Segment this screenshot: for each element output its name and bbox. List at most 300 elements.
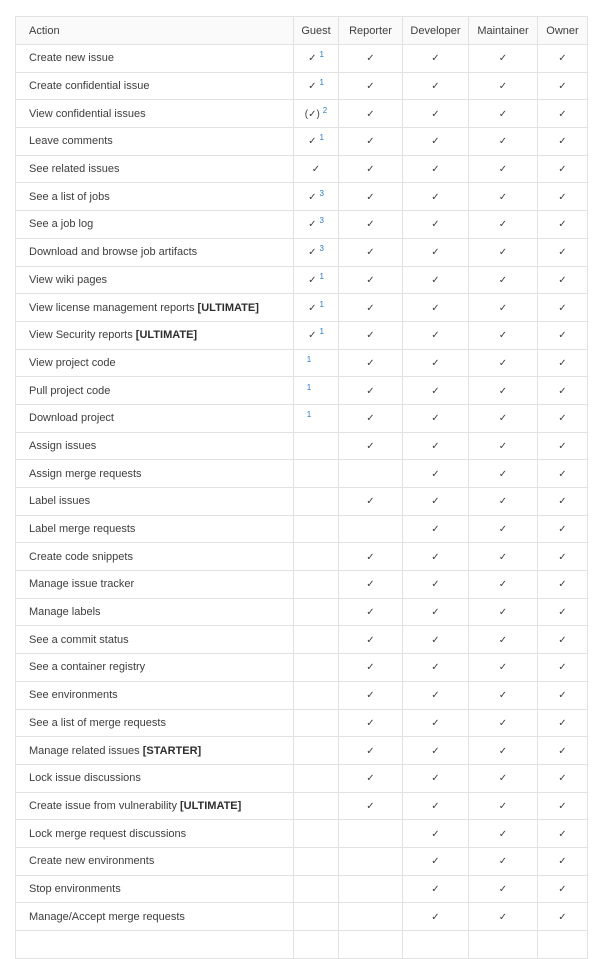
- action-label: Lock issue discussions: [29, 772, 141, 785]
- owner-cell: [538, 764, 588, 792]
- maintainer-cell: [469, 903, 538, 931]
- developer-cell: [403, 709, 469, 737]
- check-icon: ✓: [431, 773, 440, 785]
- action-label: Assign merge requests: [29, 467, 142, 480]
- action-label: Stop environments: [29, 882, 121, 895]
- action-label: See a list of merge requests: [29, 716, 166, 729]
- check-icon: ✓: [431, 579, 440, 591]
- action-label: Manage labels: [29, 606, 101, 619]
- developer-cell: [403, 155, 469, 183]
- action-cell: [16, 155, 294, 183]
- check-icon: ✓: [498, 330, 508, 342]
- check-icon: ✓: [498, 136, 508, 148]
- action-cell: [16, 571, 294, 599]
- action-label: View Security reports: [29, 329, 133, 342]
- check-icon: ✓: [366, 191, 375, 203]
- action-cell: [16, 349, 294, 377]
- action-cell: [16, 654, 294, 682]
- table-row: [16, 709, 588, 737]
- check-icon: ✓: [558, 357, 567, 369]
- check-icon: ✓: [498, 911, 508, 923]
- check-icon: ✓: [558, 274, 567, 286]
- check-icon: ✓: [498, 607, 508, 619]
- guest-cell: [294, 764, 339, 792]
- table-row: [16, 155, 588, 183]
- table-row: [16, 404, 588, 432]
- table-row: [16, 681, 588, 709]
- check-icon: ✓: [558, 828, 567, 840]
- check-icon: ✓: [366, 330, 375, 342]
- reporter-cell: [339, 294, 403, 322]
- guest-cell: [294, 792, 339, 820]
- check-icon: ✓: [431, 330, 440, 342]
- reporter-cell: [339, 100, 403, 128]
- check-icon: ✓: [498, 717, 508, 729]
- developer-cell: [403, 238, 469, 266]
- action-label: View project code: [29, 356, 116, 369]
- maintainer-cell: [469, 598, 538, 626]
- action-label: Pull project code: [29, 384, 111, 397]
- reporter-cell: [339, 515, 403, 543]
- table-row: [16, 349, 588, 377]
- table-row: [16, 460, 588, 488]
- check-icon: ✓: [498, 773, 508, 785]
- check-icon: ✓: [431, 524, 440, 536]
- footnote-link[interactable]: 3: [319, 244, 324, 254]
- check-icon: ✓: [308, 330, 317, 342]
- owner-cell: [538, 266, 588, 294]
- table-row: [16, 45, 588, 73]
- guest-cell: [294, 238, 339, 266]
- reporter-cell: [339, 875, 403, 903]
- action-cell: [16, 321, 294, 349]
- check-icon: ✓: [558, 385, 567, 397]
- check-icon: ✓: [558, 468, 567, 480]
- owner-cell: [538, 737, 588, 765]
- check-icon: ✓: [431, 136, 440, 148]
- owner-cell: [538, 875, 588, 903]
- check-icon: ✓: [431, 413, 440, 425]
- check-icon: ✓: [498, 413, 508, 425]
- maintainer-cell: [469, 654, 538, 682]
- check-icon: ✓: [366, 579, 375, 591]
- maintainer-cell: [469, 681, 538, 709]
- owner-cell: [538, 45, 588, 73]
- check-icon: ✓: [431, 690, 440, 702]
- tier-badge: [ULTIMATE]: [132, 329, 198, 342]
- check-icon: ✓: [498, 662, 508, 674]
- check-icon: ✓: [558, 219, 567, 231]
- footnote-link[interactable]: 1: [319, 78, 324, 88]
- check-icon: ✓: [558, 911, 567, 923]
- maintainer-cell: [469, 72, 538, 100]
- footnote-link[interactable]: 1: [306, 410, 312, 420]
- action-cell: [16, 598, 294, 626]
- check-icon: ✓: [366, 745, 375, 757]
- developer-cell: [403, 626, 469, 654]
- owner-cell: [538, 238, 588, 266]
- developer-cell: [403, 349, 469, 377]
- reporter-cell: [339, 488, 403, 516]
- check-icon: ✓: [431, 274, 440, 286]
- developer-cell: [403, 72, 469, 100]
- guest-cell: [294, 45, 339, 73]
- check-icon: ✓: [366, 385, 375, 397]
- developer-cell: [403, 432, 469, 460]
- reporter-cell: [339, 128, 403, 156]
- maintainer-cell: [469, 737, 538, 765]
- action-label: Lock merge request discussions: [29, 827, 187, 840]
- owner-cell: [538, 515, 588, 543]
- guest-cell: [294, 847, 339, 875]
- check-icon: ✓: [366, 662, 375, 674]
- owner-cell: [538, 321, 588, 349]
- guest-cell: [294, 488, 339, 516]
- maintainer-cell: [469, 349, 538, 377]
- footnote-link[interactable]: 1: [319, 327, 324, 337]
- check-icon: ✓: [431, 717, 440, 729]
- developer-cell: [403, 820, 469, 848]
- guest-cell: [294, 709, 339, 737]
- column-header-maintainer: Maintainer: [469, 17, 538, 45]
- action-label: View license management reports: [29, 301, 195, 314]
- developer-cell: [403, 321, 469, 349]
- check-icon: ✓: [366, 607, 375, 619]
- check-icon: ✓: [558, 247, 567, 259]
- check-icon: ✓: [498, 800, 508, 812]
- permissions-table: [15, 16, 588, 959]
- check-icon: ✓: [366, 108, 375, 120]
- table-body: [16, 45, 588, 959]
- guest-cell: [294, 266, 339, 294]
- reporter-cell: [339, 460, 403, 488]
- developer-cell: [403, 681, 469, 709]
- table-row: [16, 903, 588, 931]
- action-cell: [16, 404, 294, 432]
- check-icon: ✓: [308, 274, 317, 286]
- table-row: [16, 100, 588, 128]
- owner-cell: [538, 626, 588, 654]
- check-icon: ✓: [558, 773, 567, 785]
- action-cell: [16, 515, 294, 543]
- check-icon: ✓: [498, 247, 508, 259]
- maintainer-cell: [469, 432, 538, 460]
- maintainer-cell: [469, 100, 538, 128]
- table-row: [16, 515, 588, 543]
- guest-cell: [294, 903, 339, 931]
- check-icon: ✓: [558, 883, 567, 895]
- owner-cell: [538, 460, 588, 488]
- action-cell: [16, 488, 294, 516]
- check-icon: ✓: [431, 745, 440, 757]
- table-row: [16, 432, 588, 460]
- footnote-link[interactable]: 1: [319, 299, 324, 309]
- owner-cell: [538, 598, 588, 626]
- developer-cell: [403, 294, 469, 322]
- check-icon: ✓: [431, 634, 440, 646]
- developer-cell: [403, 377, 469, 405]
- maintainer-cell: [469, 211, 538, 239]
- check-icon: ✓: [308, 191, 317, 203]
- action-label: Assign issues: [29, 439, 97, 452]
- reporter-cell: [339, 543, 403, 571]
- action-cell: [16, 183, 294, 211]
- reporter-cell: [339, 709, 403, 737]
- maintainer-cell: [469, 488, 538, 516]
- check-icon: ✓: [498, 468, 508, 480]
- footnote-link[interactable]: 3: [319, 216, 324, 226]
- check-icon: ✓: [431, 828, 440, 840]
- owner-cell: [538, 488, 588, 516]
- reporter-cell: [339, 349, 403, 377]
- reporter-cell: [339, 321, 403, 349]
- maintainer-cell: [469, 45, 538, 73]
- guest-cell: [294, 626, 339, 654]
- table-row: [16, 183, 588, 211]
- guest-cell: [294, 211, 339, 239]
- action-label: Create code snippets: [29, 550, 133, 563]
- action-label: See related issues: [29, 163, 120, 176]
- developer-cell: [403, 875, 469, 903]
- table-row: [16, 266, 588, 294]
- check-icon: ✓: [558, 440, 567, 452]
- reporter-cell: [339, 404, 403, 432]
- check-icon: ✓: [308, 81, 317, 93]
- check-icon: ✓: [498, 164, 508, 176]
- action-cell: [16, 543, 294, 571]
- maintainer-cell: [469, 847, 538, 875]
- action-cell: [16, 377, 294, 405]
- developer-cell: [403, 45, 469, 73]
- table-row: [16, 598, 588, 626]
- reporter-cell: [339, 903, 403, 931]
- check-icon: ✓: [558, 690, 567, 702]
- check-icon: ✓: [366, 136, 375, 148]
- owner-cell: [538, 847, 588, 875]
- check-icon: ✓: [498, 274, 508, 286]
- table-row: [16, 820, 588, 848]
- check-cell: [469, 931, 538, 959]
- guest-cell: [294, 875, 339, 903]
- check-cell: [538, 931, 588, 959]
- developer-cell: [403, 488, 469, 516]
- maintainer-cell: [469, 571, 538, 599]
- reporter-cell: [339, 737, 403, 765]
- action-label: See a commit status: [29, 633, 129, 646]
- check-icon: ✓: [558, 413, 567, 425]
- reporter-cell: [339, 598, 403, 626]
- owner-cell: [538, 404, 588, 432]
- reporter-cell: [339, 377, 403, 405]
- action-label: Create new environments: [29, 855, 155, 868]
- check-cell: [294, 931, 339, 959]
- guest-cell: [294, 598, 339, 626]
- check-icon: ✓: [558, 800, 567, 812]
- owner-cell: [538, 100, 588, 128]
- owner-cell: [538, 211, 588, 239]
- footnote-link[interactable]: 2: [322, 105, 328, 115]
- table-row: [16, 211, 588, 239]
- maintainer-cell: [469, 515, 538, 543]
- action-cell: [16, 128, 294, 156]
- check-icon: ✓: [558, 191, 567, 203]
- table-row: [16, 626, 588, 654]
- developer-cell: [403, 792, 469, 820]
- action-cell: [16, 737, 294, 765]
- column-header-owner: Owner: [538, 17, 588, 45]
- check-icon: ✓: [431, 911, 440, 923]
- footnote-link[interactable]: 1: [306, 354, 312, 364]
- owner-cell: [538, 571, 588, 599]
- table-row: [16, 321, 588, 349]
- check-icon: ✓: [308, 247, 317, 259]
- developer-cell: [403, 764, 469, 792]
- maintainer-cell: [469, 183, 538, 211]
- footnote-link[interactable]: 3: [319, 188, 324, 198]
- check-icon: ✓: [366, 302, 375, 314]
- check-icon: ✓: [498, 496, 508, 508]
- check-icon: ✓: [498, 81, 508, 93]
- owner-cell: [538, 903, 588, 931]
- check-icon: ✓: [498, 634, 508, 646]
- column-header-guest: Guest: [294, 17, 339, 45]
- check-icon: ✓: [431, 164, 440, 176]
- check-icon: ✓: [558, 717, 567, 729]
- check-icon: ✓: [558, 81, 567, 93]
- guest-cell: [294, 515, 339, 543]
- check-icon: ✓: [558, 496, 567, 508]
- reporter-cell: [339, 820, 403, 848]
- footnote-link[interactable]: 1: [319, 133, 324, 143]
- owner-cell: [538, 294, 588, 322]
- maintainer-cell: [469, 626, 538, 654]
- action-label: Leave comments: [29, 135, 113, 148]
- action-cell: [16, 626, 294, 654]
- owner-cell: [538, 155, 588, 183]
- footnote-link[interactable]: 1: [306, 382, 312, 392]
- action-label: View wiki pages: [29, 273, 108, 286]
- maintainer-cell: [469, 404, 538, 432]
- owner-cell: [538, 709, 588, 737]
- guest-cell: [294, 571, 339, 599]
- column-header-reporter: Reporter: [339, 17, 403, 45]
- check-icon: ✓: [498, 828, 508, 840]
- check-icon: ✓: [366, 357, 375, 369]
- tier-badge: [ULTIMATE]: [194, 301, 259, 314]
- check-icon: ✓: [498, 53, 508, 65]
- table-row: [16, 488, 588, 516]
- reporter-cell: [339, 266, 403, 294]
- action-label: Manage/Accept merge requests: [29, 910, 185, 923]
- check-icon: ✓: [558, 53, 567, 65]
- reporter-cell: [339, 681, 403, 709]
- check-icon: ✓: [431, 302, 440, 314]
- action-cell: [16, 764, 294, 792]
- footnote-link[interactable]: 1: [319, 271, 324, 281]
- action-label: Create new issue: [29, 52, 114, 65]
- check-icon: ✓: [431, 607, 440, 619]
- check-icon: ✓: [431, 219, 440, 231]
- maintainer-cell: [469, 377, 538, 405]
- check-icon: ✓: [366, 496, 375, 508]
- check-icon: ✓: [498, 440, 508, 452]
- reporter-cell: [339, 155, 403, 183]
- action-label: See a job log: [29, 218, 94, 231]
- check-icon: ✓: [308, 219, 317, 231]
- reporter-cell: [339, 238, 403, 266]
- check-icon: ✓: [431, 191, 440, 203]
- check-icon: ✓: [431, 662, 440, 674]
- action-cell: [16, 847, 294, 875]
- guest-cell: [294, 377, 339, 405]
- table-row: [16, 571, 588, 599]
- check-icon: ✓: [558, 634, 567, 646]
- action-cell: [16, 266, 294, 294]
- header-row: [16, 17, 588, 45]
- reporter-cell: [339, 183, 403, 211]
- developer-cell: [403, 543, 469, 571]
- maintainer-cell: [469, 764, 538, 792]
- maintainer-cell: [469, 266, 538, 294]
- developer-cell: [403, 100, 469, 128]
- maintainer-cell: [469, 321, 538, 349]
- action-cell: [16, 294, 294, 322]
- maintainer-cell: [469, 238, 538, 266]
- maintainer-cell: [469, 820, 538, 848]
- developer-cell: [403, 903, 469, 931]
- reporter-cell: [339, 626, 403, 654]
- check-icon: ✓: [431, 357, 440, 369]
- footnote-link[interactable]: 1: [319, 50, 324, 60]
- check-icon: ✓: [366, 413, 375, 425]
- guest-cell: [294, 820, 339, 848]
- check-icon: ✓: [366, 440, 375, 452]
- developer-cell: [403, 654, 469, 682]
- reporter-cell: [339, 792, 403, 820]
- reporter-cell: [339, 764, 403, 792]
- table-row: [16, 847, 588, 875]
- guest-cell: [294, 294, 339, 322]
- maintainer-cell: [469, 294, 538, 322]
- check-icon: ✓: [558, 745, 567, 757]
- action-label: Download and browse job artifacts: [29, 246, 198, 259]
- check-icon: ✓: [498, 385, 508, 397]
- action-label: Manage related issues: [29, 744, 140, 757]
- check-icon: ✓: [366, 634, 375, 646]
- check-icon: ✓: [431, 856, 440, 868]
- guest-cell: [294, 460, 339, 488]
- check-icon: ✓: [498, 108, 508, 120]
- maintainer-cell: [469, 875, 538, 903]
- table-row: [16, 238, 588, 266]
- check-icon: ✓: [558, 302, 567, 314]
- guest-cell: [294, 155, 339, 183]
- check-icon: ✓: [366, 773, 375, 785]
- check-icon: ✓: [431, 883, 440, 895]
- reporter-cell: [339, 45, 403, 73]
- check-icon: ✓: [498, 302, 508, 314]
- check-icon: ✓: [431, 440, 440, 452]
- maintainer-cell: [469, 155, 538, 183]
- check-icon: ✓: [498, 883, 508, 895]
- check-icon: ✓: [308, 53, 317, 65]
- reporter-cell: [339, 571, 403, 599]
- check-cell: [339, 931, 403, 959]
- check-icon: ✓: [558, 662, 567, 674]
- maintainer-cell: [469, 709, 538, 737]
- check-icon: ✓: [366, 551, 375, 563]
- maintainer-cell: [469, 460, 538, 488]
